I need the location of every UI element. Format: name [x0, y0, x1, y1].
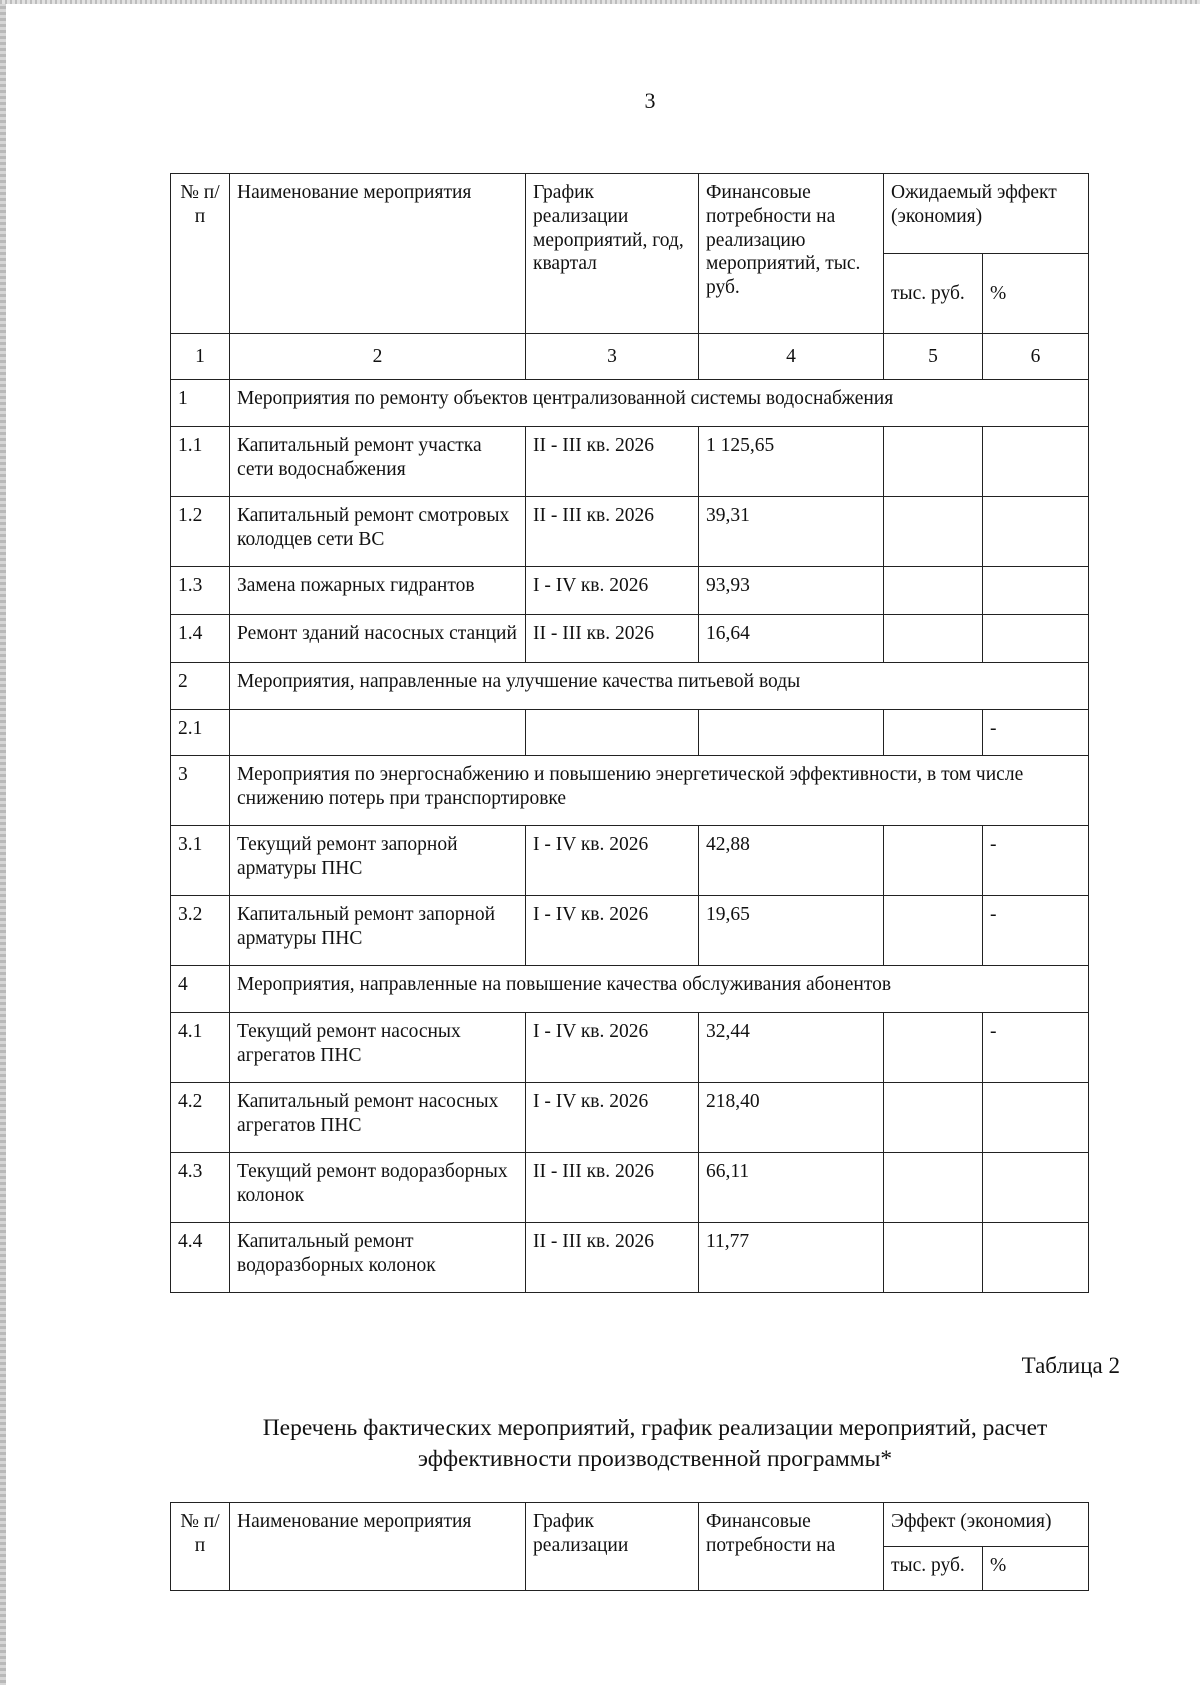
t2-header-schedule: График реализации — [526, 1503, 699, 1591]
effect-rub-cell — [884, 497, 983, 567]
effect-pct-cell — [983, 427, 1089, 497]
row-number: 4.2 — [171, 1083, 230, 1153]
measure-name: Капитальный ремонт запорной арматуры ПНС — [230, 896, 526, 966]
t2-header-effect-pct: % — [983, 1547, 1089, 1591]
effect-rub-cell — [884, 710, 983, 756]
row-number: 4.1 — [171, 1013, 230, 1083]
column-number: 4 — [699, 334, 884, 380]
table-row — [171, 826, 1089, 896]
table-row — [171, 567, 1089, 615]
section-title: Мероприятия, направленные на повышение качества обслуживания абонентов — [230, 966, 1089, 1013]
page-number: 3 — [644, 88, 656, 113]
table-2-header-row — [171, 1503, 1089, 1547]
effect-pct-cell — [983, 567, 1089, 615]
table-row — [171, 1153, 1089, 1223]
scan-edge — [0, 0, 6, 1685]
schedule-cell: II - III кв. 2026 — [526, 497, 699, 567]
column-number: 5 — [884, 334, 983, 380]
column-number: 2 — [230, 334, 526, 380]
schedule-cell: I - IV кв. 2026 — [526, 1083, 699, 1153]
finance-cell: 32,44 — [699, 1013, 884, 1083]
section-title: Мероприятия, направленные на улучшение качества питьевой воды — [230, 663, 1089, 710]
effect-rub-cell — [884, 896, 983, 966]
finance-cell: 11,77 — [699, 1223, 884, 1293]
effect-pct-cell — [983, 615, 1089, 663]
finance-cell: 1 125,65 — [699, 427, 884, 497]
header-name: Наименование мероприятия — [230, 174, 526, 334]
table-row — [171, 1223, 1089, 1293]
measure-name: Капитальный ремонт участка сети водоснабжения — [230, 427, 526, 497]
section-number: 4 — [171, 966, 230, 1013]
effect-pct-cell: - — [983, 896, 1089, 966]
scan-top-edge — [0, 0, 1200, 4]
t2-header-num: № п/п — [171, 1503, 230, 1591]
row-number: 1.2 — [171, 497, 230, 567]
schedule-cell: II - III кв. 2026 — [526, 1223, 699, 1293]
measure-name: Текущий ремонт запорной арматуры ПНС — [230, 826, 526, 896]
table-row — [171, 710, 1089, 756]
schedule-cell: I - IV кв. 2026 — [526, 896, 699, 966]
finance-cell: 66,11 — [699, 1153, 884, 1223]
schedule-cell: II - III кв. 2026 — [526, 615, 699, 663]
t2-header-effect: Эффект (экономия) — [884, 1503, 1089, 1547]
table-row — [171, 1083, 1089, 1153]
table-row — [171, 497, 1089, 567]
section-title: Мероприятия по ремонту объектов централизованной системы водоснабжения — [230, 380, 1089, 427]
effect-pct-cell — [983, 1083, 1089, 1153]
effect-rub-cell — [884, 826, 983, 896]
row-number: 1.3 — [171, 567, 230, 615]
table-2-title: Перечень фактических мероприятий, график реализации мероприятий, расчет эффективности производственной программы* — [262, 1415, 1048, 1473]
measure-name: Капитальный ремонт водоразборных колонок — [230, 1223, 526, 1293]
section-row — [171, 966, 1089, 1013]
table-row — [171, 615, 1089, 663]
header-effect-rub: тыс. руб. — [884, 254, 983, 334]
section-row — [171, 663, 1089, 710]
effect-pct-cell: - — [983, 1013, 1089, 1083]
table-2-label: Таблица 2 — [1021, 1353, 1120, 1378]
finance-cell: 39,31 — [699, 497, 884, 567]
schedule-cell: I - IV кв. 2026 — [526, 826, 699, 896]
measures-table — [170, 173, 1089, 1293]
effect-rub-cell — [884, 1083, 983, 1153]
section-number: 2 — [171, 663, 230, 710]
t2-header-effect-rub: тыс. руб. — [884, 1547, 983, 1591]
section-row — [171, 380, 1089, 427]
effect-rub-cell — [884, 567, 983, 615]
section-row — [171, 756, 1089, 826]
row-number: 1.4 — [171, 615, 230, 663]
header-effect-pct: % — [983, 254, 1089, 334]
measure-name: Текущий ремонт водоразборных колонок — [230, 1153, 526, 1223]
header-num: № п/п — [171, 174, 230, 334]
section-number: 3 — [171, 756, 230, 826]
measure-name: Капитальный ремонт насосных агрегатов ПНС — [230, 1083, 526, 1153]
section-number: 1 — [171, 380, 230, 427]
t2-header-name: Наименование мероприятия — [230, 1503, 526, 1591]
effect-pct-cell — [983, 1223, 1089, 1293]
effect-rub-cell — [884, 1223, 983, 1293]
finance-cell: 42,88 — [699, 826, 884, 896]
measure-name: Капитальный ремонт смотровых колодцев сети ВС — [230, 497, 526, 567]
row-number: 3.1 — [171, 826, 230, 896]
schedule-cell — [526, 710, 699, 756]
schedule-cell: I - IV кв. 2026 — [526, 1013, 699, 1083]
effect-rub-cell — [884, 615, 983, 663]
section-title: Мероприятия по энергоснабжению и повышению энергетической эффективности, в том числе снижению потерь при транспортировке — [230, 756, 1089, 826]
schedule-cell: II - III кв. 2026 — [526, 427, 699, 497]
row-number: 4.3 — [171, 1153, 230, 1223]
effect-pct-cell: - — [983, 826, 1089, 896]
column-number: 1 — [171, 334, 230, 380]
effect-pct-cell: - — [983, 710, 1089, 756]
t2-header-finance: Финансовые потребности на — [699, 1503, 884, 1591]
measure-name — [230, 710, 526, 756]
measure-name: Текущий ремонт насосных агрегатов ПНС — [230, 1013, 526, 1083]
effect-rub-cell — [884, 427, 983, 497]
schedule-cell: I - IV кв. 2026 — [526, 567, 699, 615]
finance-cell — [699, 710, 884, 756]
row-number: 2.1 — [171, 710, 230, 756]
row-number: 3.2 — [171, 896, 230, 966]
header-schedule: График реализации мероприятий, год, квартал — [526, 174, 699, 334]
measure-name: Замена пожарных гидрантов — [230, 567, 526, 615]
effect-pct-cell — [983, 497, 1089, 567]
column-number-row — [171, 334, 1089, 380]
finance-cell: 19,65 — [699, 896, 884, 966]
actual-measures-table — [170, 1502, 1089, 1591]
finance-cell: 93,93 — [699, 567, 884, 615]
table-row — [171, 1013, 1089, 1083]
schedule-cell: II - III кв. 2026 — [526, 1153, 699, 1223]
row-number: 1.1 — [171, 427, 230, 497]
header-effect: Ожидаемый эффект (экономия) — [884, 174, 1089, 254]
finance-cell: 218,40 — [699, 1083, 884, 1153]
effect-pct-cell — [983, 1153, 1089, 1223]
column-number: 3 — [526, 334, 699, 380]
table-header-row — [171, 174, 1089, 254]
finance-cell: 16,64 — [699, 615, 884, 663]
effect-rub-cell — [884, 1153, 983, 1223]
header-finance: Финансовые потребности на реализацию мероприятий, тыс. руб. — [699, 174, 884, 334]
row-number: 4.4 — [171, 1223, 230, 1293]
table-row — [171, 427, 1089, 497]
measure-name: Ремонт зданий насосных станций — [230, 615, 526, 663]
table-row — [171, 896, 1089, 966]
column-number: 6 — [983, 334, 1089, 380]
effect-rub-cell — [884, 1013, 983, 1083]
